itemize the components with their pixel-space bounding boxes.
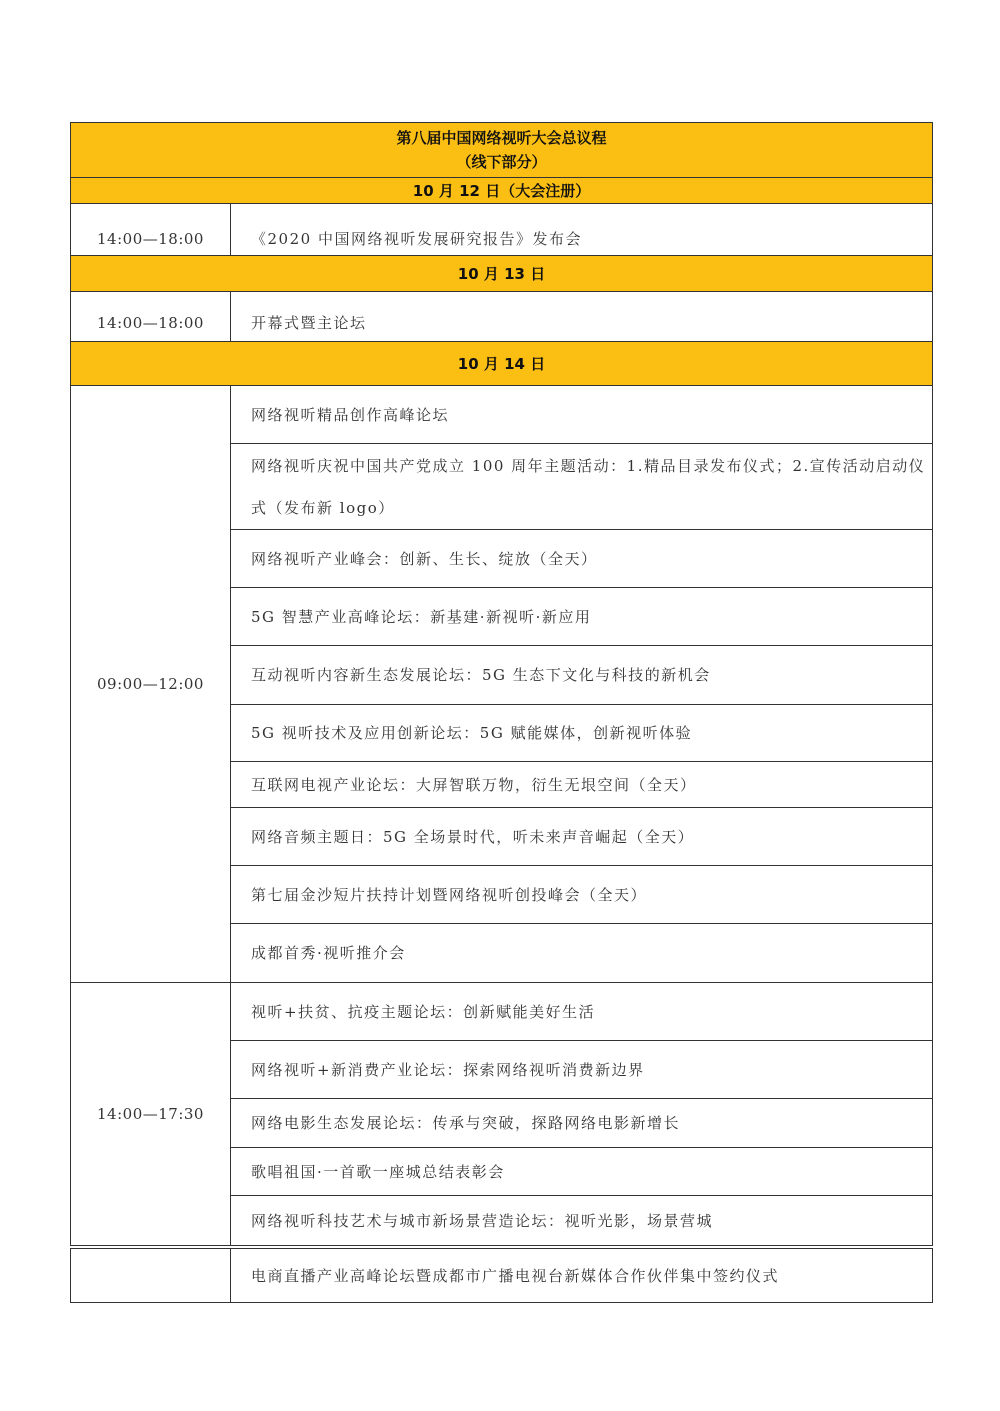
session-row [71, 292, 933, 342]
session-time [71, 1249, 231, 1303]
event-label: 视听+扶贫、抗疫主题论坛：创新赋能美好生活 [251, 1002, 596, 1021]
event-label: 网络视听产业峰会：创新、生长、绽放（全天） [251, 549, 598, 568]
event-label: 《2020 中国网络视听发展研究报告》发布会 [251, 230, 582, 248]
event-cell [231, 386, 933, 444]
event-cell [231, 1099, 933, 1148]
event-cell [231, 646, 933, 705]
event-label: 网络视听庆祝中国共产党成立 100 周年主题活动：1.精品目录发布仪式；2.宣传活动启动仪式（发布新 logo） [251, 456, 926, 517]
event-cell [231, 1249, 933, 1303]
session-row [71, 983, 933, 1041]
title-row [71, 123, 933, 178]
session-time: 14:00—17:30 [71, 983, 231, 1246]
event-label: 网络视听+新消费产业论坛：探索网络视听消费新边界 [251, 1060, 645, 1079]
session-time: 14:00—18:00 [71, 204, 231, 256]
title-cell [71, 123, 933, 178]
session-row [71, 204, 933, 256]
day-header-row [71, 256, 933, 292]
day-header-row [71, 342, 933, 386]
session-row [71, 1249, 933, 1303]
day-header: 10 月 12 日（大会注册） [71, 178, 933, 204]
day-header: 10 月 13 日 [71, 256, 933, 292]
event-label: 歌唱祖国·一首歌一座城总结表彰会 [251, 1162, 505, 1181]
event-cell [231, 530, 933, 588]
page-title: 第八届中国网络视听大会总议程 [396, 129, 607, 147]
event-label: 网络电影生态发展论坛：传承与突破，探路网络电影新增长 [251, 1114, 681, 1132]
page-subtitle: （线下部分） [456, 153, 547, 171]
event-cell [231, 705, 933, 762]
event-label: 互动视听内容新生态发展论坛：5G 生态下文化与科技的新机会 [251, 666, 711, 684]
session-row [71, 386, 933, 444]
session-time: 14:00—18:00 [71, 292, 231, 342]
event-label: 互联网电视产业论坛：大屏智联万物，衍生无垠空间（全天） [251, 775, 697, 794]
event-cell [231, 444, 933, 530]
event-cell [231, 1041, 933, 1099]
day-header: 10 月 14 日 [71, 342, 933, 386]
event-label: 网络音频主题日：5G 全场景时代，听未来声音崛起（全天） [251, 827, 695, 846]
event-label: 5G 视听技术及应用创新论坛：5G 赋能媒体，创新视听体验 [251, 724, 693, 742]
event-label: 开幕式暨主论坛 [251, 314, 367, 332]
day-header-row [71, 178, 933, 204]
event-label: 电商直播产业高峰论坛暨成都市广播电视台新媒体合作伙伴集中签约仪式 [251, 1267, 780, 1285]
event-cell [231, 292, 933, 342]
event-cell [231, 983, 933, 1041]
event-label: 网络视听科技艺术与城市新场景营造论坛：视听光影，场景营城 [251, 1211, 714, 1230]
event-cell [231, 588, 933, 646]
event-cell [231, 808, 933, 866]
event-label: 成都首秀·视听推介会 [251, 944, 406, 962]
event-cell [231, 1196, 933, 1246]
event-cell [231, 866, 933, 924]
event-label: 网络视听精品创作高峰论坛 [251, 405, 450, 424]
event-label: 5G 智慧产业高峰论坛：新基建·新视听·新应用 [251, 607, 592, 626]
event-cell [231, 204, 933, 256]
event-cell [231, 924, 933, 983]
session-time: 09:00—12:00 [71, 386, 231, 983]
agenda-table [70, 122, 933, 1246]
event-cell [231, 762, 933, 808]
event-label: 第七届金沙短片扶持计划暨网络视听创投峰会（全天） [251, 885, 648, 904]
trailing-table [70, 1248, 933, 1303]
event-cell [231, 1148, 933, 1196]
